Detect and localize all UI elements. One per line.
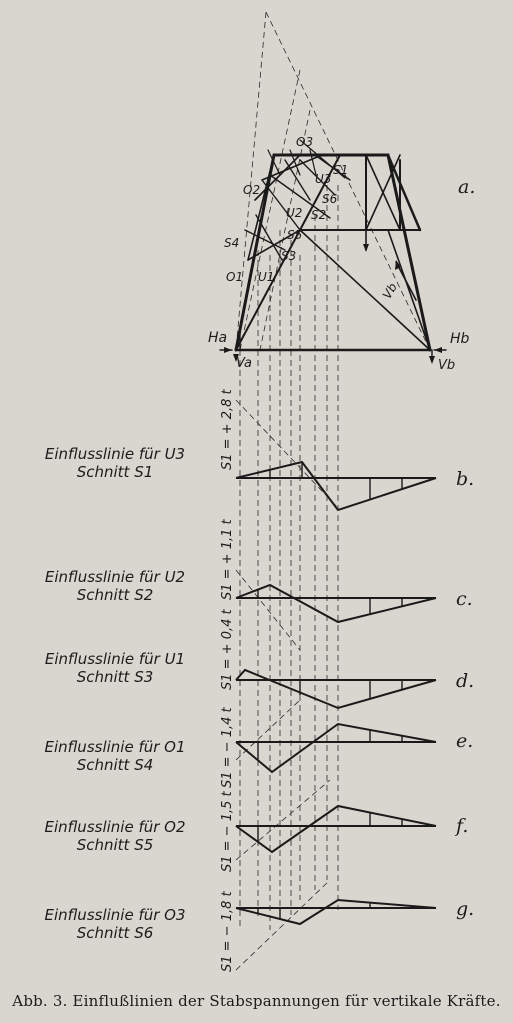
member-label-u2: U2 bbox=[286, 206, 303, 220]
panel-g-title-line1: Einflusslinie für O3 bbox=[44, 906, 186, 924]
panel-f-title-line2: Schnitt S5 bbox=[76, 836, 154, 854]
panel-b-letter: b. bbox=[456, 468, 475, 490]
panel-c-title-line2: Schnitt S2 bbox=[76, 586, 154, 604]
section-label-s1: S1 bbox=[333, 163, 349, 177]
support-label-ha: Ha bbox=[208, 330, 228, 346]
influence-lines bbox=[236, 462, 436, 924]
member-label-o3: O3 bbox=[296, 135, 314, 149]
figure-caption: Abb. 3. Einflußlinien der Stabspannungen für vertikale Kräfte. bbox=[12, 992, 501, 1010]
panel-g-ordinate: S1 = − 1,8 t bbox=[220, 891, 235, 972]
panel-c-title bbox=[20, 568, 210, 604]
support-label-hb: Hb bbox=[450, 331, 470, 347]
panel-b-ordinate: S1 = + 2,8 t bbox=[220, 389, 235, 470]
panel-f-ordinate: S1 = − 1,5 t bbox=[220, 791, 235, 872]
section-label-s3: S3 bbox=[281, 249, 297, 263]
member-label-u1: U1 bbox=[258, 270, 275, 284]
influence-line-c bbox=[236, 585, 436, 622]
panel-b-title bbox=[20, 445, 210, 481]
panel-g-letter: g. bbox=[456, 898, 475, 920]
influence-line-d bbox=[236, 670, 436, 708]
panel-b-title-line1: Einflusslinie für U3 bbox=[44, 445, 186, 463]
influence-line-f bbox=[236, 806, 436, 852]
panel-b-title-line2: Schnitt S1 bbox=[76, 463, 154, 481]
panel-d-letter: d. bbox=[456, 670, 475, 692]
panel-f-title bbox=[20, 818, 210, 854]
panel-g-title bbox=[20, 906, 210, 942]
panel-e-letter: e. bbox=[456, 730, 474, 752]
panel-c-letter: c. bbox=[456, 588, 473, 610]
member-label-o2: O2 bbox=[243, 183, 261, 197]
panel-d-title-line1: Einflusslinie für U1 bbox=[44, 650, 186, 668]
panel-g-title-line2: Schnitt S6 bbox=[76, 924, 154, 942]
panel-e-title-line1: Einflusslinie für O1 bbox=[44, 738, 186, 756]
section-label-s2: S2 bbox=[311, 208, 327, 222]
support-label-va: Va bbox=[236, 356, 253, 371]
panel-e-ordinate: S1 = − 1,4 t bbox=[220, 707, 235, 788]
influence-line-b bbox=[236, 462, 436, 510]
panel-d-title-line2: Schnitt S3 bbox=[76, 668, 154, 686]
section-label-s6: S6 bbox=[322, 192, 338, 206]
member-label-u3: U3 bbox=[315, 172, 332, 186]
panel-f-title-line1: Einflusslinie für O2 bbox=[44, 818, 186, 836]
influence-line-e bbox=[236, 724, 436, 772]
panel-e-title bbox=[20, 738, 210, 774]
panel-e-title-line2: Schnitt S4 bbox=[76, 756, 154, 774]
truss-panel-letter: a. bbox=[458, 176, 476, 198]
support-label-vb: Vb bbox=[438, 358, 456, 373]
panel-c-ordinate: S1 = + 1,1 t bbox=[220, 519, 235, 600]
section-label-s4: S4 bbox=[224, 236, 240, 250]
panel-c-title-line1: Einflusslinie für U2 bbox=[44, 568, 186, 586]
influence-line-g bbox=[236, 900, 436, 924]
panel-d-title bbox=[20, 650, 210, 686]
panel-f-letter: f. bbox=[456, 815, 469, 837]
section-label-s5: S5 bbox=[287, 228, 303, 242]
panel-d-ordinate: S1 = + 0,4 t bbox=[220, 609, 235, 690]
truss-arrows bbox=[224, 244, 442, 364]
member-label-vb-inner: Vb bbox=[379, 280, 400, 302]
member-label-o1: O1 bbox=[226, 270, 244, 284]
